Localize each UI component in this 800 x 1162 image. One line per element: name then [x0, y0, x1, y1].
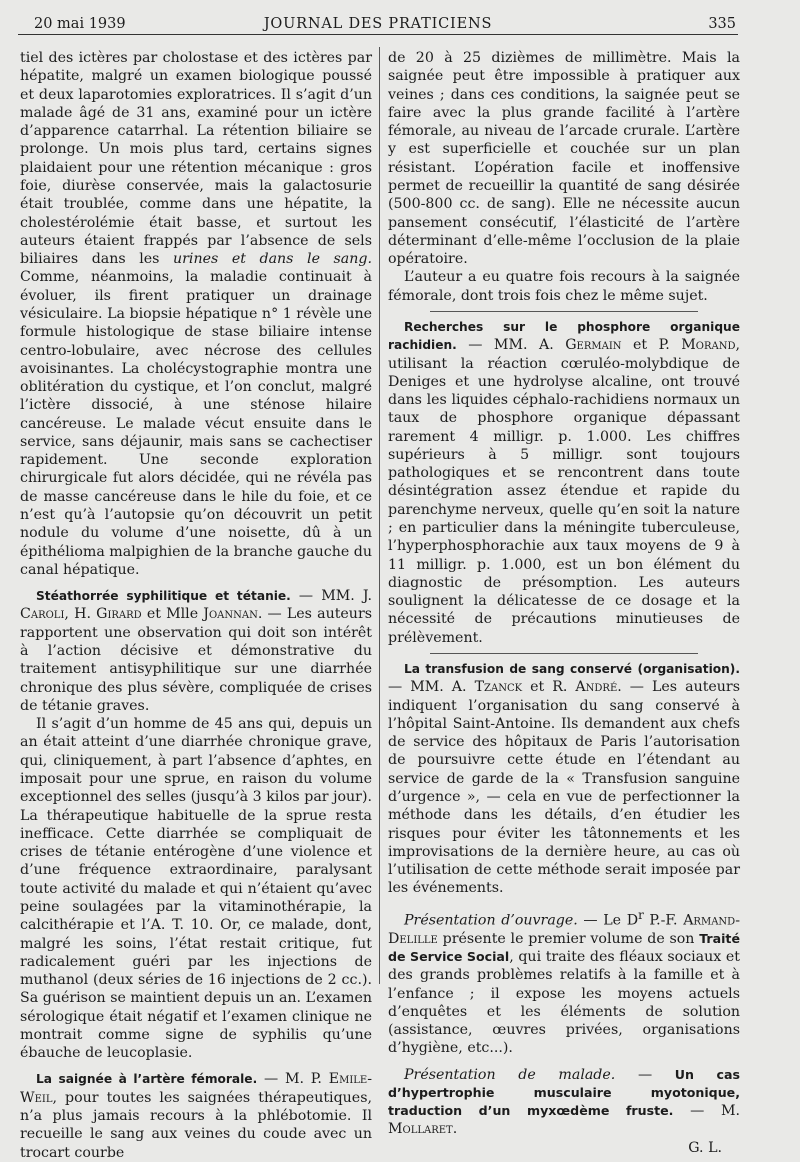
- article-paragraph: L’auteur a eu quatre fois recours à la saignée fémorale, dont trois fois chez le même sujet.: [388, 269, 740, 304]
- article-title: La saignée à l’artère fémorale.: [36, 1072, 258, 1087]
- header-rule: [18, 34, 738, 35]
- section-separator: [430, 653, 698, 654]
- case-title: Un cas d’hypertrophie musculaire myotonique, traduction d’un myxœdème fruste.: [388, 1066, 740, 1119]
- column-divider: [379, 47, 380, 984]
- left-column: [20, 49, 372, 1162]
- article-phosphore: Recherches sur le phosphore organique rachidien. — MM. A. Germain et P. Morand, utilisant la réaction cœruléo-molybdique de Deniges et une hydrolyse alcaline, ont trouvé dans les liquides céphalo-rachidiens normaux un taux de phosphore organique dépassant rarement 4 milligr. p. 1.000. Les chiffres supérieurs à 5 milligr. sont toujours pathologiques et se rencontrent dans toute désintégration assez étendue et rapide du parenchyme nerveux, quelle qu’en soit la nature ; en particulier dans la méningite tuberculeuse, l’hyperphosphorachie aux taux moyens de 9 à 11 milligr. p. 1.000, est un bon élément du diagnostic de présomption. Les auteurs soulignent la délicatesse de ce dosage et la nécessité de précautions minutieuses de prélèvement.: [388, 319, 740, 646]
- author-name: Armand-Delille: [388, 912, 740, 947]
- article-title: Stéathorrée syphilitique et tétanie.: [36, 589, 291, 604]
- author-name: Morand: [681, 337, 736, 354]
- right-column: [388, 49, 740, 1157]
- emphasis-text: urines et dans le sang.: [173, 251, 372, 268]
- author-name: Mollaret: [388, 1121, 453, 1138]
- article-steathorree: Stéathorrée syphilitique et tétanie. — MM. J. Caroli, H. Girard et Mlle Joannan. — Les auteurs rapportent une observation qui doit son intérêt à l’action décisive et démonstrative du traitement antisyphilitique sur une diarrhée chronique des plus sévère, compliquée de crises de tétanie graves.: [20, 588, 373, 714]
- running-header: [20, 12, 736, 36]
- book-title: Traité de Service Social: [388, 930, 740, 964]
- article-title: Présentation d’ouvrage.: [404, 912, 578, 929]
- journal-title: JOURNAL DES PRATICIENS: [263, 16, 493, 32]
- author-name: Girard: [96, 606, 142, 623]
- section-separator: [430, 311, 698, 312]
- author-name: Joannan: [203, 606, 258, 623]
- issue-date: 20 mai 1939: [34, 16, 126, 32]
- author-name: Caroli: [20, 606, 65, 623]
- article-malade: Présentation de malade. — Un cas d’hypertrophie musculaire myotonique, traduction d’un myxœdème fruste. — M. Mollaret.: [388, 1066, 740, 1138]
- article-title: La transfusion de sang conservé (organisation).: [404, 662, 740, 676]
- continued-paragraph: tiel des ictères par cholostase et des ictères par hépatite, malgré un examen biologique poussé et deux laparotomies exploratrices. Il s’agit d’un malade âgé de 31 ans, examiné pour un ictère d’apparence catarrhal. La rétention biliaire se prolonge. Un mois plus tard, certains signes plaidaient pour une rétention mécanique : gros foie, diurèse conservée, mais la galactosurie était troublée, comme dans une hépatite, la cholestérolémie était basse, et surtout les auteurs étaient frappés par l’absence de sels biliaires dans les urines et dans le sang. Comme, néanmoins, la maladie continuait à évoluer, ils firent pratiquer un drainage vésiculaire. La biopsie hépatique n° 1 révèle une formule histologique de stase biliaire intense centro-lobulaire, avec nécrose des cellules avoisinantes. La cholécystographie montra une oblitération du cystique, et l’on conclut, malgré l’ictère dissocié, à une sténose hilaire cancéreuse. Le malade vécut ensuite dans le service, sans déjaunir, mais sans se cachectiser rapidement. Une seconde exploration chirurgicale fut alors décidée, qui ne révéla pas de masse cancéreuse dans le hile du foie, et ce n’est qu’à l’autopsie qu’on découvrit un petit nodule du volume d’une noisette, dû à un épithélioma malpighien de la branche gauche du canal hépatique.: [20, 50, 372, 578]
- author-name: Germain: [565, 337, 622, 354]
- author-name: Emile-Weil: [20, 1071, 372, 1106]
- signature-initials: G. L.: [688, 1139, 722, 1156]
- article-title: Recherches sur le phosphore organique rachidien.: [388, 319, 740, 353]
- article-transfusion: La transfusion de sang conservé (organisation). — MM. A. Tzanck et R. André. — Les auteurs indiquent l’organisation du sang conservé à l’hôpital Saint-Antoine. Ils demandent aux chefs de service des hôpitaux de Paris l’autorisation de poursuivre cette étude en l’étendant au service de garde de la « Transfusion sanguine d’urgence », — cela en vue de perfectionner la méthode dans les détails, d’en étudier les risques pour éviter les tâtonnements et les improvisations de la dernière heure, au cas où l’utilisation de cette méthode serait imposée par les événements.: [388, 662, 740, 897]
- article-ouvrage: Présentation d’ouvrage. — Le $D^r$ P.-F. Armand-Delille présente le premier volume de son Traité de Service Social, qui traite des fléaux sociaux et des grands problèmes relatifs à la famille et à l’enfance ; il expose les moyens actuels d’enquêtes et les éléments de solution (assistance, œuvres privées, organisations d’hygiène, etc...).: [388, 907, 740, 1057]
- article-title: Présentation de malade.: [404, 1066, 616, 1083]
- article-paragraph: Il s’agit d’un homme de 45 ans qui, depuis un an était atteint d’une diarrhée chronique grave, qui, cliniquement, à part l’absence d’aphtes, en imposait pour une sprue, en raison du volume exceptionnel des selles (jusqu’à 3 kilos par jour). La thérapeutique habituelle de la sprue resta inefficace. Cette diarrhée se compliquait de crises de tétanie entérogène d’une violence et d’une fréquence extraordinaire, paralysant toute activité du malade et qui n’étaient qu’avec peine soulagées par la vitaminothérapie, la calcithérapie et l’A. T. 10. Or, ce malade, dont, malgré les soins, l’état restait critique, fut radicalement guéri par les injections de muthanol (deux séries de 16 injections de 2 cc.). Sa guérison se maintient depuis un an. L’examen sérologique était négatif et l’examen clinique ne montrait comme signe de syphilis qu’une ébauche de leucoplasie.: [20, 716, 372, 1062]
- continued-paragraph: de 20 à 25 dizièmes de millimètre. Mais la saignée peut être impossible à pratiquer aux veines ; dans ces conditions, la saignée peut se faire avec la plus grande facilité à l’artère fémorale, au niveau de l’arcade crurale. L’artère y est superficielle et couchée sur un plan résistant. L’opération facile et inoffensive permet de recueillir la quantité de sang désirée (500-800 cc. de sang). Elle ne nécessite aucun pansement consécutif, l’élasticité de l’artère déterminant d’elle-même l’occlusion de la plaie opératoire.: [388, 50, 740, 268]
- author-name: Tzanck: [474, 679, 523, 696]
- article-saignee: La saignée à l’artère fémorale. — M. P. Emile-Weil, pour toutes les saignées thérapeutiques, n’a plus jamais recours à la phlébotomie. Il recueille le sang aux veines du coude avec un trocart courbe: [20, 1071, 372, 1161]
- page-number: 335: [708, 16, 736, 32]
- author-name: André: [575, 679, 618, 696]
